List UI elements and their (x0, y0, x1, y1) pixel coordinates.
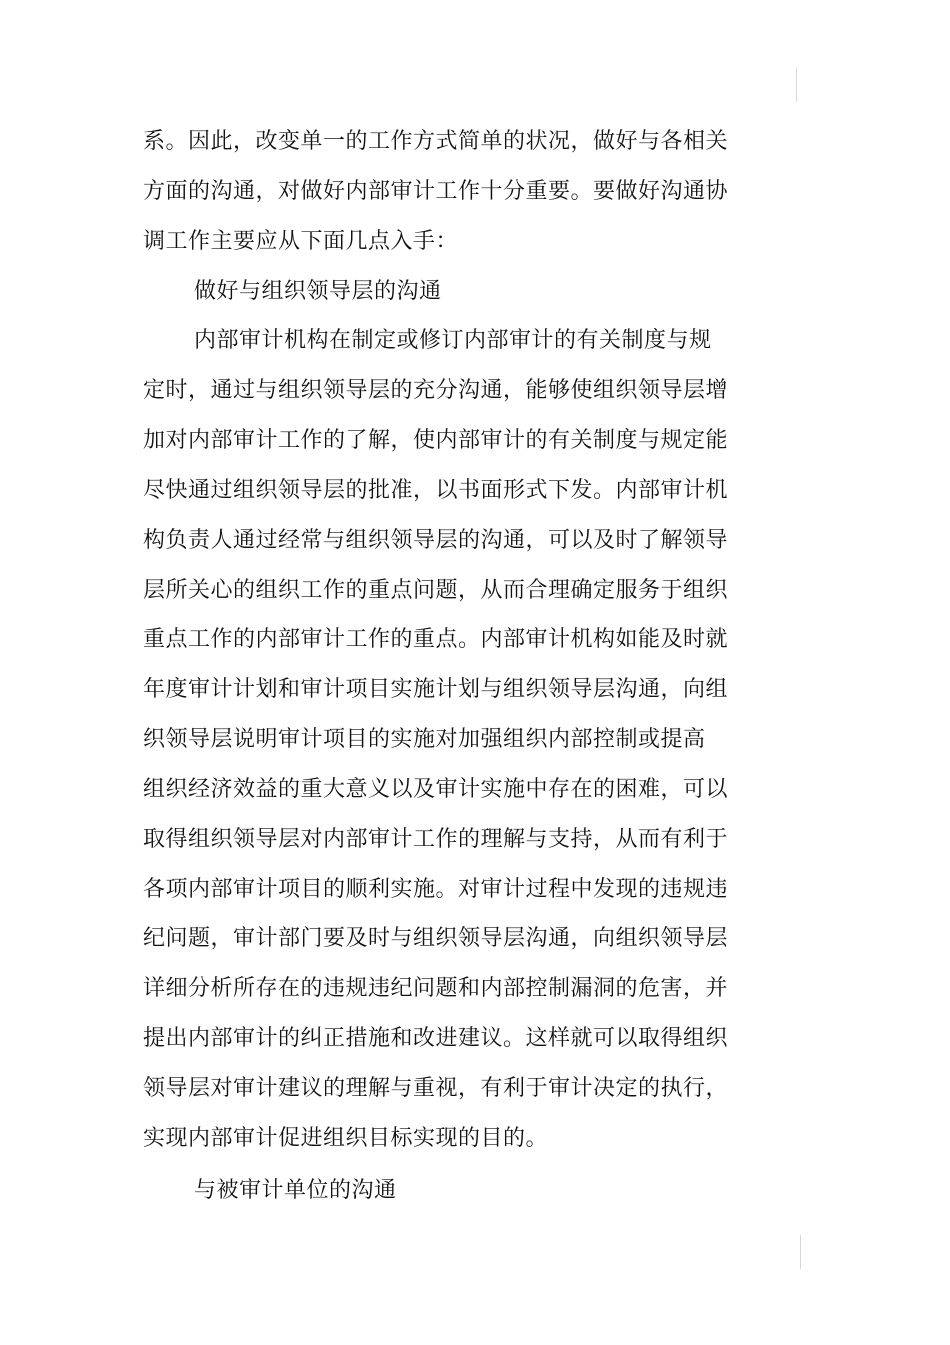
text-line: 织领导层说明审计项目的实施对加强组织内部控制或提高 (143, 727, 706, 752)
text-line: 系。因此，改变单一的工作方式简单的状况，做好与各相关 (143, 129, 729, 154)
section-heading: 做好与组织领导层的沟通 (194, 279, 442, 304)
text-line: 加对内部审计工作的了解，使内部审计的有关制度与规定能 (143, 428, 729, 453)
text-line: 调工作主要应从下面几点入手： (143, 229, 459, 254)
page-edge-mark-bottom (800, 1235, 801, 1269)
text-line: 重点工作的内部审计工作的重点。内部审计机构如能及时就 (143, 627, 729, 652)
text-line: 详细分析所存在的违规违纪问题和内部控制漏洞的危害，并 (143, 976, 729, 1001)
text-line: 定时，通过与组织领导层的充分沟通，能够使组织领导层增 (143, 378, 729, 403)
text-line: 纪问题，审计部门要及时与组织领导层沟通，向组织领导层 (143, 926, 729, 951)
text-line: 领导层对审计建议的理解与重视，有利于审计决定的执行， (143, 1076, 729, 1101)
text-line: 组织经济效益的重大意义以及审计实施中存在的困难，可以 (143, 777, 729, 802)
section-heading: 与被审计单位的沟通 (194, 1178, 397, 1203)
page-edge-mark-top (796, 68, 797, 102)
text-line: 年度审计计划和审计项目实施计划与组织领导层沟通，向组 (143, 677, 729, 702)
text-line: 方面的沟通，对做好内部审计工作十分重要。要做好沟通协 (143, 179, 729, 204)
text-line: 取得组织领导层对内部审计工作的理解与支持，从而有利于 (143, 827, 729, 852)
text-line: 尽快通过组织领导层的批准，以书面形式下发。内部审计机 (143, 478, 729, 503)
text-line: 层所关心的组织工作的重点问题，从而合理确定服务于组织 (143, 578, 729, 603)
text-line: 实现内部审计促进组织目标实现的目的。 (143, 1126, 549, 1151)
text-line: 提出内部审计的纠正措施和改进建议。这样就可以取得组织 (143, 1026, 729, 1051)
text-line: 内部审计机构在制定或修订内部审计的有关制度与规 (194, 328, 712, 353)
text-line: 构负责人通过经常与组织领导层的沟通，可以及时了解领导 (143, 528, 729, 553)
text-line: 各项内部审计项目的顺利实施。对审计过程中发现的违规违 (143, 877, 729, 902)
